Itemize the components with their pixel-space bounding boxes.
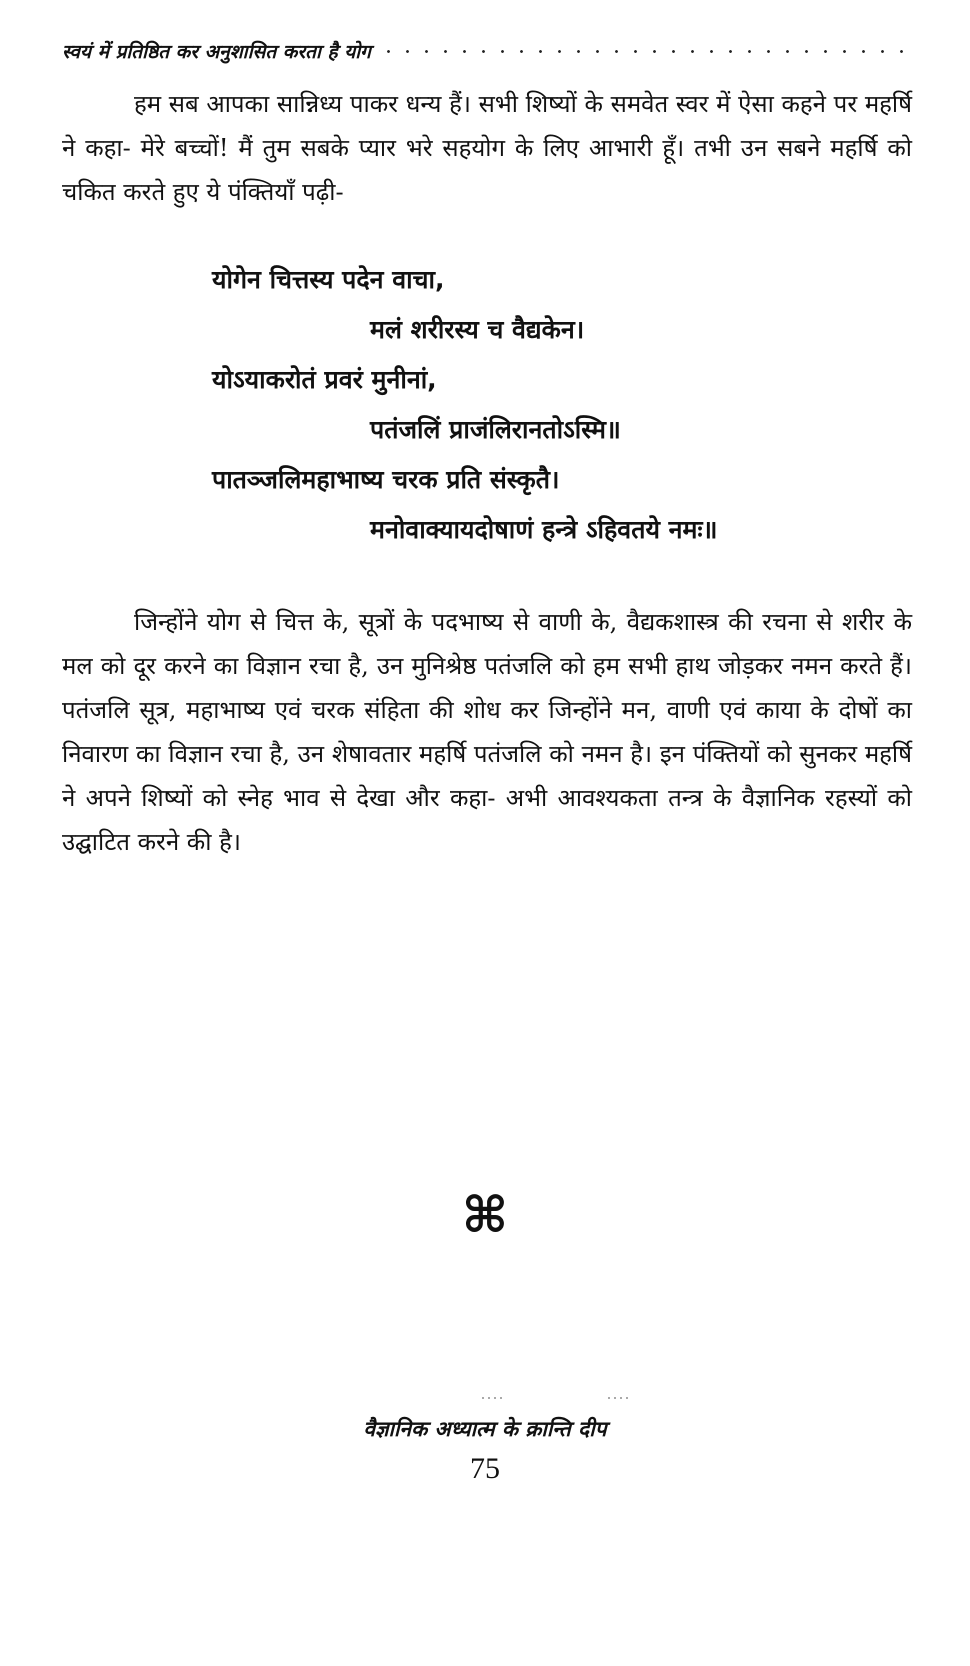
page-number: 75 bbox=[470, 1452, 500, 1485]
print-specks-right bbox=[606, 1397, 630, 1399]
paragraph-intro: हम सब आपका सान्निध्य पाकर धन्य हैं। सभी शिष्यों के समवेत स्वर में ऐसा कहने पर महर्षि ने कहा- मेरे बच्चों! मैं तुम सबके प्यार भरे सहयोग के लिए आभारी हूँ। तभी उन सबने महर्षि को चकित करते हुए ये पंक्तियाँ पढ़ी- bbox=[62, 90, 912, 206]
verse-line-5: पातञ्जलिमहाभाष्य चरक प्रति संस्कृतै। bbox=[212, 465, 560, 494]
verse-line-1: योगेन चित्तस्य पदेन वाचा, bbox=[212, 265, 445, 294]
verse-line-6: मनोवाक्यायदोषाणं हन्त्रे ऽहिवतये नमः॥ bbox=[370, 515, 718, 544]
verse-line-3: योऽयाकरोतं प्रवरं मुनीनां, bbox=[212, 365, 437, 394]
paragraph-explanation: जिन्होंने योग से चित्त के, सूत्रों के पदभाष्य से वाणी के, वैद्यकशास्त्र की रचना से शरीर के मल को दूर करने का विज्ञान रचा है, उन मुनिश्रेष्ठ पतंजलि को हम सभी हाथ जोड़कर नमन करते हैं। पतंजलि सूत्र, महाभाष्य एवं चरक संहिता की शोध कर जिन्होंने मन, वाणी एवं काया के दोषों का निवारण का विज्ञान रचा है, उन शेषावतार महर्षि पतंजलि को नमन है। इन पंक्तियों को सुनकर महर्षि ने अपने शिष्यों को स्नेह भाव से देखा और कहा- अभी आवश्यकता तन्त्र के वैज्ञानिक रहस्यों को उद्घाटित करने की है। bbox=[62, 608, 912, 856]
footer-book-title: वैज्ञानिक अध्यात्म के क्रान्ति दीप bbox=[363, 1417, 607, 1441]
looped-square-ornament-icon: ⌘ bbox=[461, 1186, 509, 1244]
verse-line-2: मलं शरीरस्य च वैद्यकेन। bbox=[370, 315, 585, 344]
running-head-leader-dots bbox=[379, 50, 912, 53]
print-specks-left bbox=[480, 1397, 504, 1399]
running-head-title: स्वयं में प्रतिष्ठित कर अनुशासित करता है योग bbox=[62, 41, 371, 63]
verse-line-4: पतंजलिं प्राजंलिरानतोऽस्मि॥ bbox=[370, 415, 621, 444]
running-head bbox=[62, 38, 912, 64]
